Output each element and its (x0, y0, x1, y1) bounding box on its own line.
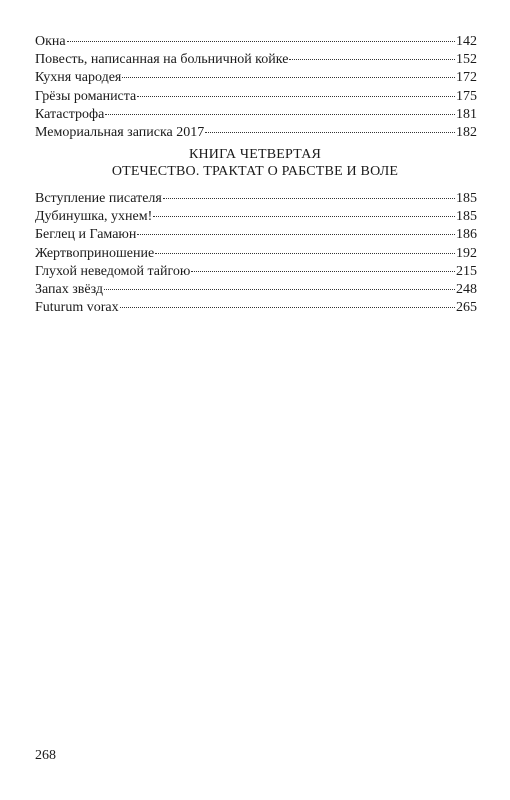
toc-entry (35, 208, 477, 226)
toc-entry-page: 192 (456, 245, 477, 261)
toc-entry-page: 175 (456, 88, 477, 104)
toc-leader-dots (205, 132, 455, 133)
toc-entry-page: 248 (456, 281, 477, 297)
toc-entry-page: 172 (456, 70, 477, 86)
book-heading (0, 146, 510, 180)
toc-entry-page: 181 (456, 106, 477, 122)
toc-entry-title: Мемориальная записка 2017 (35, 124, 205, 140)
toc-leader-dots (137, 96, 455, 97)
toc-entry (35, 88, 477, 106)
toc-entry (35, 33, 477, 51)
page-number: 268 (35, 748, 56, 763)
toc-entry (35, 245, 477, 263)
toc-entry (35, 106, 477, 124)
toc-leader-dots (289, 59, 455, 60)
toc-leader-dots (67, 41, 455, 42)
toc-entry-title: Кухня чародея (35, 70, 122, 86)
toc-entry-title: Окна (35, 34, 66, 49)
toc-entry-title: Беглец и Гамаюн (35, 227, 137, 243)
toc-entry-page: 152 (456, 52, 477, 68)
table-of-contents-top (35, 33, 477, 142)
table-of-contents-bottom (35, 190, 477, 317)
toc-entry-title: Повесть, написанная на больничной койке (35, 52, 289, 68)
toc-entry (35, 299, 477, 317)
toc-leader-dots (105, 114, 455, 115)
toc-leader-dots (163, 198, 455, 199)
toc-entry-page: 265 (456, 300, 477, 316)
toc-entry (35, 226, 477, 244)
toc-entry-page: 185 (456, 191, 477, 206)
toc-leader-dots (153, 216, 455, 217)
toc-entry-title: Запах звёзд (35, 281, 104, 297)
toc-entry-title: Глухой неведомой тайгою (35, 263, 191, 279)
toc-leader-dots (155, 253, 455, 254)
toc-leader-dots (120, 307, 455, 308)
toc-entry (35, 190, 477, 208)
toc-entry-title: Жертвоприношение (35, 245, 155, 261)
toc-entry-title: Вступление писателя (35, 191, 162, 206)
toc-entry-page: 215 (456, 263, 477, 279)
toc-entry (35, 69, 477, 87)
toc-entry-title: Дубинушка, ухнем! (35, 209, 153, 225)
toc-leader-dots (137, 234, 455, 235)
book-title: ОТЕЧЕСТВО. ТРАКТАТ О РАБСТВЕ И ВОЛЕ (111, 164, 399, 179)
toc-entry (35, 281, 477, 299)
toc-entry-page: 142 (456, 34, 477, 49)
toc-entry (35, 124, 477, 142)
toc-entry-page: 182 (456, 124, 477, 140)
toc-entry (35, 51, 477, 69)
toc-entry-title: Futurum vorax (35, 300, 119, 316)
toc-leader-dots (104, 289, 455, 290)
toc-entry-title: Катастрофа (35, 106, 105, 122)
toc-entry (35, 263, 477, 281)
toc-leader-dots (122, 77, 455, 78)
toc-entry-page: 185 (456, 209, 477, 225)
toc-entry-title: Грёзы романиста (35, 88, 137, 104)
toc-entry-page: 186 (456, 227, 477, 243)
book-number: КНИГА ЧЕТВЕРТАЯ (188, 147, 322, 162)
toc-leader-dots (191, 271, 455, 272)
